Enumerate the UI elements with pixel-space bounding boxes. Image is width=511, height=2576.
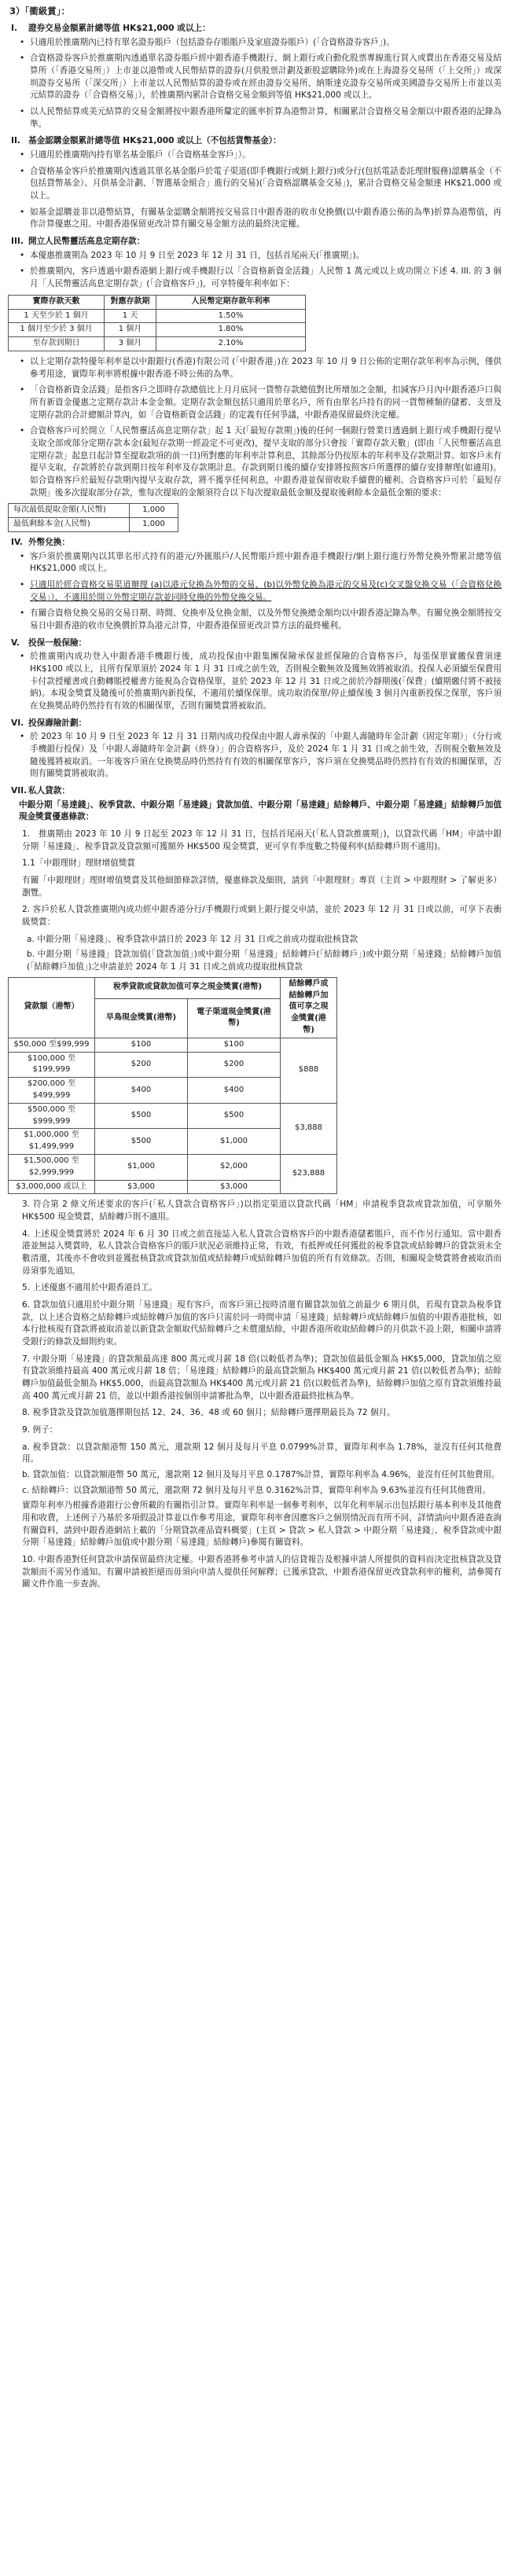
section-heading: II. 基金認購金額累計總等值 HK$21,000 或以上（不包括貨幣基金）： (11, 136, 281, 146)
section-bullets (19, 250, 502, 291)
table-row: $500,000 至$999,999 $500 $500 $3,888 (9, 1103, 337, 1129)
table-header: 貸款額（港幣） (9, 977, 95, 1038)
section-bullets (19, 149, 502, 231)
table-row: $100,000 至$199,999 $200 $200 (9, 1052, 337, 1078)
section-heading: III. 開立人民幣靈活高息定期存款： (11, 237, 145, 247)
loan-terms-intro: 中銀分期「易達錢」、稅季貸款、中銀分期「易達錢」貸款加值、中銀分期「易達錢」結餘轉戶、中銀分期「易達錢」結餘轉戶加值現金獎賞優惠條款： (19, 799, 502, 822)
loan-term-item: 3. 符合第 2 條文所述要求的客戶(「私人貸款合資格客戶」)以指定渠道以貸款代碼「HM」申請稅季貸款或貸款加值，可享額外 HK$500 現金獎賞，結餘轉戶則不適用。 (22, 1200, 502, 1222)
table-row: $50,000 至$99,999 $100 $100 $888 (9, 1038, 337, 1052)
section-bullets (19, 731, 502, 781)
loan-term-item: 4. 上述現金獎賞將於 2024 年 6 月 30 日或之前直接誌入私人貸款合資格客戶的中銀香港儲蓄賬戶，而不作另行通知。當中銀香港並無誌入獎賞時，私人貸款合資格客戶的賬戶狀況必須維持正常，有效，有抵押或任何獲批的稅季貸款或結餘轉戶的貸款須未全數清還，其後亦不會收到並獲批核貸款或貸款加值或結餘轉戶或結餘轉戶加值的所有有效條款。否則，相關現金獎賞將會被取消而毋須事先通知。 (22, 1229, 502, 1276)
bullet: • 「合資格新資金活錢」是指客戶之即時存款總值比上月月底同一貨幣存款總值對比所增加之金額，扣減客戶月內中銀香港戶口與所有新資金優惠之定期存款計本金金額。定期存款金額包括只適用於單名戶，所有由單名戶持有的同一貨幣種類的儲蓄、支票及定期存款的合計總額計算內，如「合資格新資金活錢」的定義有任何爭議，中銀香港保留最終決定權。 (19, 384, 502, 421)
loan-term-item: 9. 例子： (22, 1425, 58, 1435)
bullet: • 合資格證券客戶於推廣期內透過單名證券賬戶經中銀香港手機銀行、網上銀行或自動化股票專線進行買入或賣出在香港交易及結算所（「香港交易所」）上市並以港幣或人民幣結算的證券(月供股票計劃及新股認購除外)或在上海證券交易所（「上交所」）或深圳證券交易所（「深交所」）上市並以人民幣結算的證券或在經由證券交易所、納斯達克證券交易所或美國證券交易所上市並以美元結算的證券（「合資格交易」），於推廣期內累計合資格交易金額到等值 HK$21,000 或以上。 (19, 53, 502, 102)
table-header: 電子渠道現金獎賞(港幣) (188, 998, 281, 1038)
section-heading: VI. 投保壽險計劃： (11, 718, 87, 728)
table-row: $3,000,000 或以上 $3,000 $3,000 (9, 1180, 337, 1194)
loan-term-subitem: b. 中銀分期「易達錢」貸款加值(「貸款加值」)或中銀分期「易達錢」結餘轉戶(「結餘轉戶」)或中銀分期「易達錢」結餘轉戶加值(「結餘轉戶加值」)之申請並於 2024 年 1 月 31 日或之前成功提取批核貸款 (27, 950, 502, 972)
bullet: • 本優惠推廣期為 2023 年 10 月 9 日至 2023 年 12 月 31 日，包括首尾兩天(「推廣期」)。 (19, 250, 502, 263)
table-row: $200,000 至$499,999 $400 $400 (9, 1078, 337, 1104)
loan-term-item: 2. 客戶於私人貸款推廣期內成功經中銀香港分行/手機銀行或網上銀行提交申請，並於 2023 年 12 月 31 日或以前，可享下表衝級獎賞： (22, 905, 502, 928)
bullet: • 只適用於經合資格交易渠道辦理 (a)以港元兌換為外幣的交易、(b)以外幣兌換為港元的交易及(c)交叉盤兌換交易（「合資格兌換交易」），不適用於開立外幣定期存款並同時兌換的外幣兌換交易。 (19, 579, 502, 604)
table-header: 稅季貸款或貸款加值可享之現金獎賞(港幣) (95, 977, 281, 998)
table-header: 早鳥現金獎賞(港幣) (95, 998, 188, 1038)
section-bullets (19, 37, 502, 131)
section-heading: IV. 外幣兌換： (11, 537, 70, 547)
page-title: 3）「衝級賞」： (9, 6, 71, 17)
bullet: • 有關合資格兌換交易的交易日期、時間、兌換率及兌換金額，以及外幣兌換總金額均以中銀香港記錄為準。有關兌換金額將按交易日中銀香港的收市兌換價折算為港元計算，中銀香港保留更改計算方法的最終權利。 (19, 608, 502, 632)
table-header: 人民幣定期存款年利率 (156, 295, 306, 309)
table-row: $1,000,000 至 $1,499,999 $500 $1,000 (9, 1129, 337, 1155)
loan-term-item: 6. 貸款加值只適用於中銀分期「易達錢」現有客戶，而客戶須已按時清還有關貸款加值之前最少 6 期月供，若現有貸款為稅季貸款，以上述合資格之結餘轉戶或結餘轉戶加值的客戶只需於同一時間申請「易達錢」結餘轉戶或結餘轉戶加值的中銀香港批核，如本行批核現有貸款將被取消並以新貸款金額取代結餘轉戶之未償還結餘，中銀香港所收取結餘轉戶的月供款不設上限，相關申請將受銀行的條款及細則約束。 (22, 1300, 502, 1347)
table-header: 實際存款天數 (9, 295, 105, 309)
bullet: • 於推廣期內，客戶透過中銀香港網上銀行或手機銀行以「合資格新資金活錢」人民幣 1 萬元或以上成功開立下述 4. III. 的 3 個月「人民幣靈活高息定期存款」(「合資格客戶」)，可享特優年利率如下： (19, 266, 502, 290)
table-row: 1 個月至少於 3 個月 1 個月 1.80% (9, 323, 306, 337)
bullet: • 只適用於推廣期內持有單名基金賬戶（「合資格基金客戶」）。 (19, 149, 502, 162)
bullet: • 只適用於推廣期內已持有單名證券賬戶（包括證券存賬賬戶及家庭證券賬戶）(「合資格證券客戶」)。 (19, 37, 502, 50)
withdrawal-min-table (8, 503, 178, 532)
bullet: • 如基金認購並非以港幣結算，有關基金認購金額將按交易當日中銀香港的收市兌換價(以中銀香港公佈的為準)折算為港幣值，再作計算優惠之用。中銀香港保留更改計算有關交易金額方法的最終決定權。 (19, 207, 502, 231)
bullet: • 於推廣期內成功登入中銀香港手機銀行後，成功投保由中銀集團保險承保並經保險的合資格客戶，每張保單實繳保費須達 HK$100 或以上，且所有保單須於 2024 年 1 月 31 日或之前生效，否則視全數無效及獲無效將被取消。投保人必須續至保費用卡付款授權書或自動轉賬授權書方能視為合資格保單，並於 2023 年 12 月 31 日或之前於冷靜期後(「保費」(續期繳付將不被接納)。本現金獎賞及隨後可於推廣期內新投保，不適用於續保保單。成功取消保單/停止續保後 3 個月內重新投保之保單，客戶須在兌換獎品時仍然持有有效的相關保單，否則有關獎賞將被取消。 (19, 651, 502, 712)
deposit-rate-table (8, 295, 306, 351)
loan-term-item: 5. 上述優惠不適用於中銀香港員工。 (22, 1283, 158, 1293)
bullet: • 合資格客戶可於開立「人民幣靈活高息定期存款」起 1 天(「最短存款期」)後的任何一個銀行營業日透過網上銀行或手機銀行提早支取全部或部分定期存款本金(最短存款期一經設定不可更改)，提早支取的部分只會按「實際存款天數」(即由「人民幣靈活高息定期存款」起息日起計算至提取款項的前一日)所對應的年利率計算利息，其餘部分仍按原本的年利率及存款期計算。如客戶未有提早支取，存款將於存款到期日按年利率及存款期計息。存款到期日後的續存安排將按照客戶所選擇的續存安排辦理(如適用)。如合資格客戶於最短存款期內提早支取存款，將不獲享任何利息，中銀香港並保留收取手續費的權利。合資格客戶可於「最短存款期」後多次提取部分存款，惟每次提取的金額須符合以下每次提取最低金額及提取後剩餘本金最低金額的要求： (19, 425, 502, 499)
loan-term-item: 實際年利率乃根據香港銀行公會所載的有關指引計算。實際年利率是一個參考利率，以年化利率展示出包括銀行基本利率及其他費用和收費，上述例子乃基於多項假設計算並以作參考用途，實際年利率會因應客戶之個別情況而有所不同，詳情請向中銀香港查詢有關資料，請到中銀香港網站上載的「分期貸款產品資料概要」(主頁 > 貸款 > 私人貸款 > 中銀分期「易達錢」、稅季貸款或中銀分期「易達錢」結餘轉戶加值或中銀分期「易達錢」結餘轉戶)參閱有關資料。 (22, 1501, 502, 1548)
bullet: • 以上定期存款特優年利率是以中銀銀行(香港)有限公司 (「中銀香港」)在 2023 年 10 月 9 日公佈的定期存款年利率為示例，僅供參考用途，實際年利率將根據中銀香港不時公佈的為準。 (19, 356, 502, 380)
loan-example: a. 稅季貸款：以貸款額港幣 150 萬元，還款期 12 個月及每月平息 0.0799%計算，實際年利率為 1.78%，並沒有任何其他費用。 (22, 1442, 502, 1464)
loan-term-item: 1. 推廣期由 2023 年 10 月 9 日起至 2023 年 12 月 31 日，包括首尾兩天(「私人貸款推廣期」)，以貸款代碼「HM」申請中銀分期「易達錢」、稅季貸款及貸款額可獲額外 HK$500 現金獎賞，更可享有季度數之特優利率(結餘轉戶則不適用)。 (22, 829, 502, 851)
loan-term-item: 8. 稅季貸款及貸款加值選擇期包括 12、24、36、48 或 60 個月；結餘轉戶選擇期最長為 72 個月。 (22, 1408, 395, 1418)
loan-term-item: 有關「中銀理財」理財增值獎賞及其他細節條款詳情，優惠條款及細則，請到「中銀理財」專頁（主頁 > 中銀理財 > 了解更多）瀏覽。 (22, 876, 502, 898)
loan-term-item: 10. 中銀香港對任何貸款申請保留最終決定權。中銀香港將參考申請人的信貸報告及根據申請人所提供的資料而決定批核貸款及貸款額而不需另作通知。有關申請被拒絕而毋須向申請人提供任何解釋；已獲承貸款，中銀香港保留更改貸款利率的權利，請參閱有關文件作進一步查詢。 (22, 1555, 502, 1589)
section-heading: VII. 私人貸款： (11, 786, 70, 796)
bullet: • 於 2023 年 10 月 9 日至 2023 年 12 月 31 日期內成功投保由中銀人壽承保的「中銀人壽隨時年金計劃（固定年期）」（分行或手機銀行投保）及「中銀人壽隨時年金計劃（終身）」的合資格客戶，及於 2024 年 1 月 31 日或之前生效，否則視全數無效及隨後獲將被取消。一年後客戶須在兌換獎品時仍然持有有效的相關保單客戶，客戶須在兌換獎品時仍然持有有效的相關保單，否則有關獎賞將被取消。 (19, 731, 502, 781)
table-row: $1,500,000 至 $2,999,999 $1,000 $2,000 $23,888 (9, 1154, 337, 1180)
loan-example: c. 結餘轉戶：以貸款額港幣 50 萬元，還款期 72 個月及每月平息 0.3162%計算，實際年利率為 9.63%並沒有任何其他費用。 (22, 1485, 491, 1495)
section-bullets (19, 356, 502, 499)
loan-term-subitem: a. 中銀分期「易達錢」、稅季貸款申請日於 2023 年 12 月 31 日或之前成功提取批核貸款 (27, 934, 358, 944)
loan-term-item: 7. 中銀分期「易達錢」的貸款額最高達 800 萬元或月薪 18 倍(以較低者為準)；貸款加值最低金額為 HK$5,000，貸款加值之原有貸款須維持最高 400 萬元或月薪 18 倍；「易達錢」結餘轉戶的最高貸款額為 HK$400 萬元或月薪 21 倍(以較低者為準)；結餘轉戶加值最低金額為 HK$5,000，而最高貸款額為 HK$400 萬元或月薪 21 倍(以較低者為準)，結餘轉戶加值之原有貸款須維持最高 400 萬元或月薪 21 倍，並以中銀香港按個別申請審批為準，以中銀香港最終批核為準。 (22, 1354, 502, 1401)
table-header: 對應存款期 (105, 295, 156, 309)
bullet: • 客戶須於推廣期內以其單名形式持有的港元/外匯賬戶/人民幣賬戶經中銀香港手機銀行/網上銀行進行外幣兌換外幣累計總等值 HK$21,000 或以上。 (19, 551, 502, 575)
section-heading: I. 證券交易金額累計總等值 HK$21,000 或以上： (11, 24, 211, 34)
loan-reward-table (8, 977, 337, 1195)
table-row: 至存款到期日 3 個月 2.10% (9, 337, 306, 351)
section-bullets (19, 651, 502, 712)
section-bullets (19, 551, 502, 633)
table-header: 結餘轉戶或結餘轉戶加值可享之現金獎賞(港幣) (281, 977, 337, 1038)
bullet: • 合資格基金客戶於推廣期內透過其單名基金賬戶於電子渠道(即手機銀行或網上銀行)或分行(包括電話委託理財服務)認購基金（不包括貨幣基金）、月供基金計劃、「智選基金組合」進行的交易)(「合資格認購基金交易」)，累計合資格交易金額達 HK$21,000 或以上。 (19, 166, 502, 203)
bullet: • 以人民幣結算或美元結算的交易金額將按中銀香港所釐定的匯率折算為港幣計算，相關累計合資格交易金額以中銀香港的記錄為準。 (19, 106, 502, 130)
table-row: 最低剩餘本金(人民幣) 1,000 (9, 518, 178, 532)
loan-term-item: 1.1「中銀理財」理財增值獎賞 (22, 858, 135, 869)
table-row: 每次最低提取金額(人民幣) 1,000 (9, 504, 178, 518)
section-heading: V. 投保一般保險： (11, 638, 87, 648)
table-row: 1 天至少於 1 個月 1 天 1.50% (9, 309, 306, 323)
loan-example: b. 貸款加值：以貸款額港幣 50 萬元，還款期 12 個月及每月平息 0.1787%計算，實際年利率為 4.96%，並沒有任何其他費用。 (22, 1470, 500, 1480)
